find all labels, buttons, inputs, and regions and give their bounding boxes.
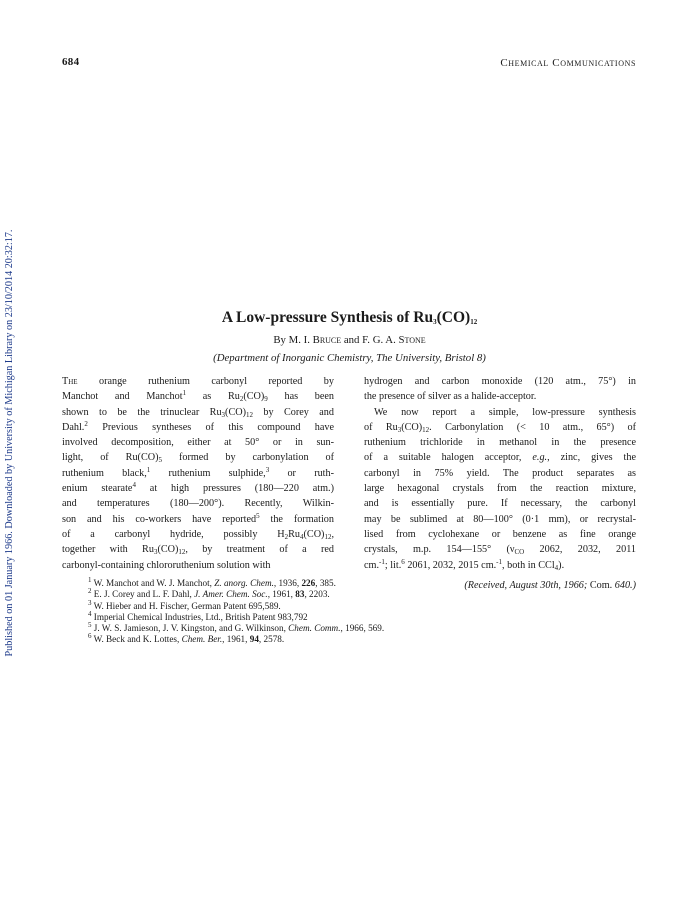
body-line: of a carbonyl hydride, possibly $H_2Ru_4(CO)_{12}$, [62, 528, 334, 541]
reference-item: $^2$ E. J. Corey and L. F. Dahl, J. Amer. Chem. Soc., 1961, 83, 2203. [88, 587, 330, 600]
body-line: The orange ruthenium carbonyl reported by [62, 376, 334, 387]
body-line: involved decomposition, either at 50° or in sun- [62, 437, 334, 449]
body-column-left [62, 374, 334, 573]
body-line: the presence of silver as a halide-acceptor. [364, 391, 537, 403]
body-line: son and his co-workers have reported$^5$ the formation [62, 511, 334, 525]
body-line: cm.$^{-1}$; lit.$^6$ 2061, 2032, 2015 cm.$^{-1}$, both in CCl$_4$). [364, 557, 565, 572]
download-watermark: Published on 01 January 1966. Downloaded by University of Michigan Library on 23/10/2014 20:32:17. [4, 229, 15, 657]
received-note: (Received, August 30th, 1966; Com. 640.) [464, 579, 636, 591]
title-text: (CO) [436, 309, 471, 326]
reference-item: $^4$ Imperial Chemical Industries, Ltd., British Patent 983,792 [88, 609, 308, 622]
author-name: M. I. Bruce [288, 334, 342, 346]
reference-list [88, 578, 608, 646]
body-line: large hexagonal crystals from the reaction mixture, [364, 483, 636, 495]
article-title [0, 309, 699, 327]
body-line: ruthenium trichloride in methanol in the presence [364, 437, 636, 449]
body-line: of a suitable halogen acceptor, e.g., zinc, gives the [364, 452, 636, 464]
body-line: Dahl.$^2$ Previous syntheses of this compound have [62, 419, 334, 433]
body-line: together with $Ru_3(CO)_{12}$, by treatment of a red [62, 544, 334, 557]
journal-running-head: Chemical Communications [500, 57, 636, 69]
body-line: We now report a simple, low-pressure synthesis [374, 406, 636, 418]
body-line: carbonyl in 75% yield. The product separates as [364, 467, 636, 479]
body-line: enium stearate$^4$ at high pressures (180—220 atm.) [62, 481, 334, 495]
authors-prefix: By [273, 334, 286, 346]
reference-item: $^6$ W. Beck and K. Lottes, Chem. Ber., 1961, 94, 2578. [88, 632, 285, 645]
body-line: of $Ru_3(CO)_{12}$. Carbonylation (< 10 atm., 65°) of [364, 421, 636, 434]
author-line [0, 334, 699, 346]
body-line: and is essentially pure. If necessary, the carbonyl [364, 498, 636, 510]
reference-item: $^1$ W. Manchot and W. J. Manchot, Z. anorg. Chem., 1936, 226, 385. [88, 576, 336, 588]
authors-conjunction: and [343, 334, 360, 346]
body-line: carbonyl-containing chlororuthenium solution with [62, 559, 271, 571]
body-line: lised from cyclohexane or benzene as fine orange [364, 528, 636, 540]
body-line: ruthenium black,$^1$ ruthenium sulphide,$^3$ or ruth- [62, 465, 334, 479]
body-line: shown to be the trinuclear $Ru_3(CO)_{12}$ by Corey and [62, 406, 334, 419]
page-number: 684 [62, 56, 80, 68]
title-text: A Low-pressure Synthesis of Ru [221, 309, 434, 326]
body-column-right [364, 374, 636, 593]
author-name: F. G. A. Stone [362, 334, 426, 346]
body-line: may be sublimed at 80—100° (0·1 mm), or recrystal- [364, 513, 636, 525]
body-line: crystals, m.p. 154—155° ($\nu_{CO}$ 2062, 2032, 2011 [364, 544, 636, 557]
title-subscript: 12 [470, 318, 478, 326]
title-subscript: 3 [433, 318, 437, 326]
reference-item: $^5$ J. W. S. Jamieson, J. V. Kingston, and G. Wilkinson, Chem. Comm., 1966, 569. [88, 621, 385, 634]
reference-item: $^3$ W. Hieber and H. Fischer, German Patent 695,589. [88, 598, 281, 611]
body-line: light, of $Ru(CO)_5$ formed by carbonylation of [62, 452, 334, 465]
body-line: hydrogen and carbon monoxide (120 atm., 75°) in [364, 376, 636, 387]
body-line: Manchot and Manchot$^1$ as $Ru_2(CO)_9$ has been [62, 389, 335, 404]
body-line: and temperatures (180—200°). Recently, Wilkin- [62, 498, 334, 510]
affiliation: (Department of Inorganic Chemistry, The University, Bristol 8) [213, 352, 486, 364]
